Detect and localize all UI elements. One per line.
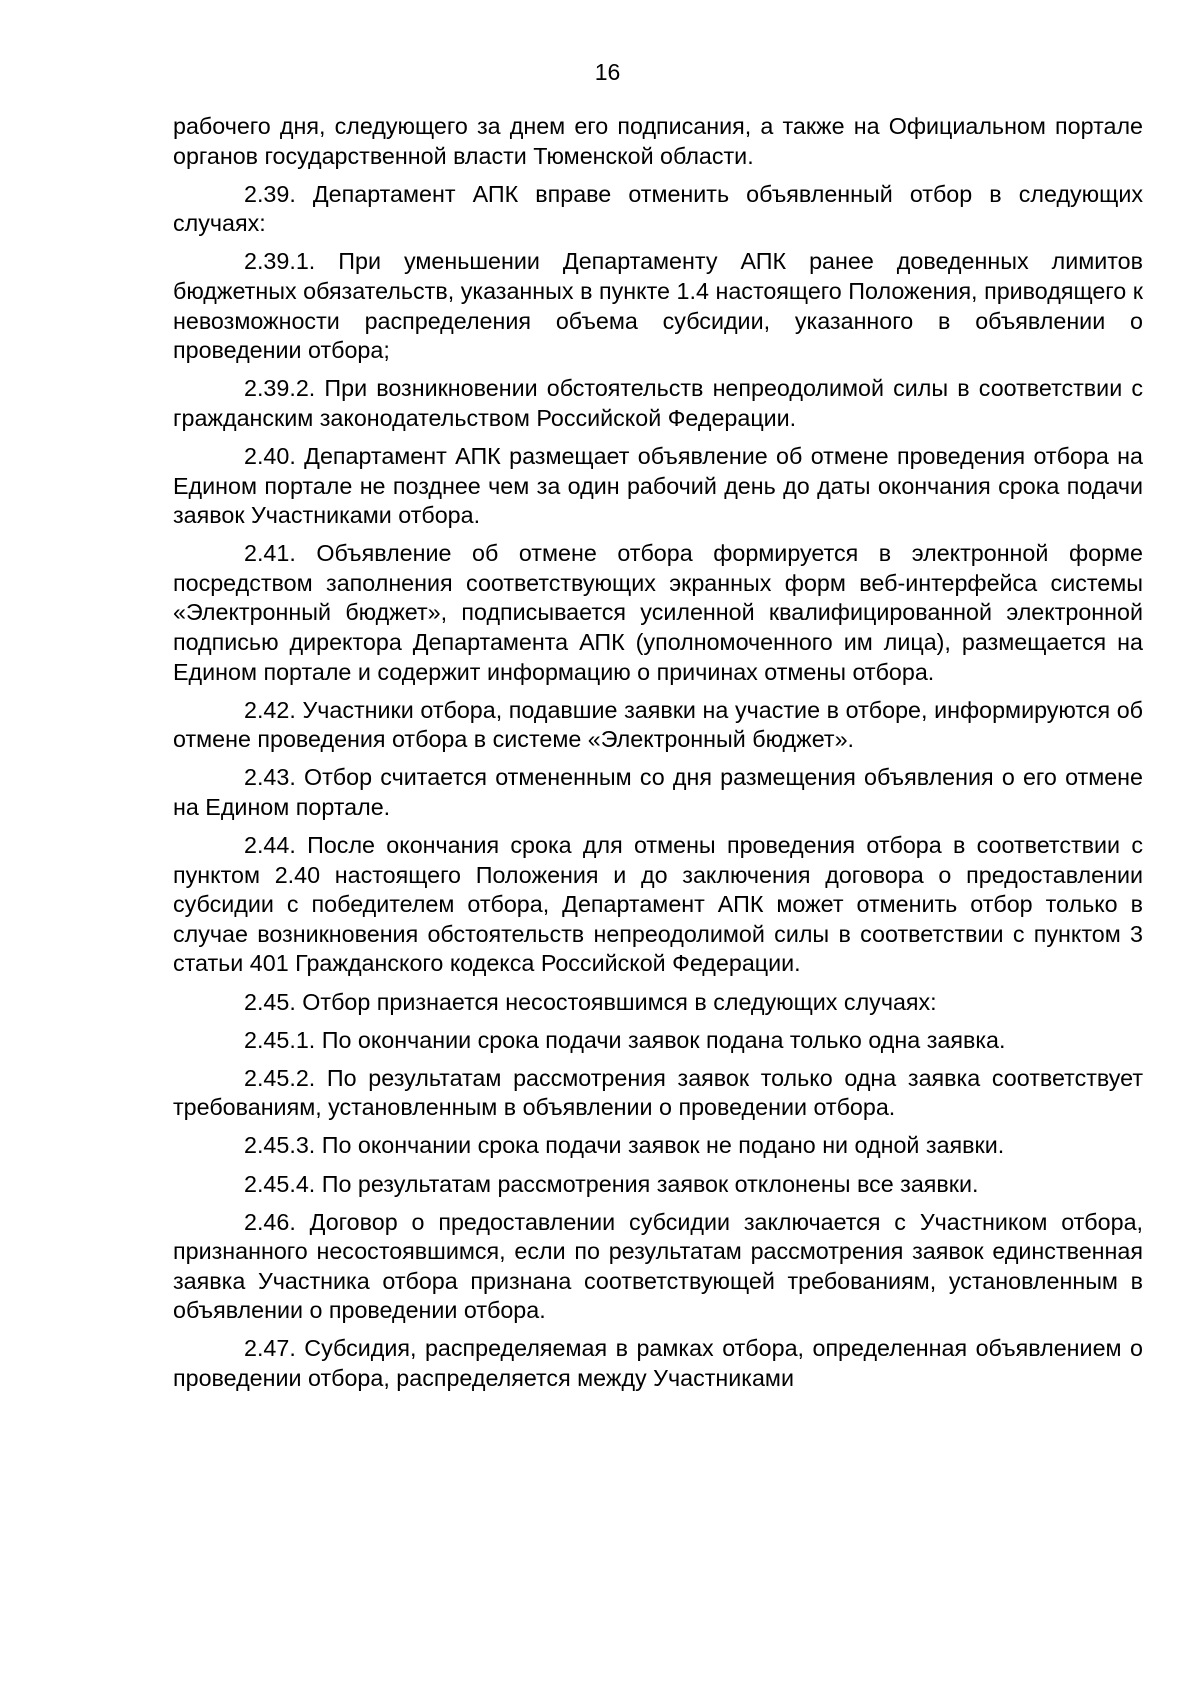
document-body bbox=[173, 112, 1143, 1394]
paragraph-2-46: 2.46. Договор о предоставлении субсидии заключается с Участником отбора, признанного несостоявшимся, если по результатам рассмотрения заявок единственная заявка Участника отбора признана соответствующей требованиям, установленным в объявлении о проведении отбора. bbox=[173, 1208, 1143, 1324]
paragraph-2-40: 2.40. Департамент АПК размещает объявление об отмене проведения отбора на Едином портале не позднее чем за один рабочий день до даты окончания срока подачи заявок Участниками отбора. bbox=[173, 442, 1143, 529]
page-number: 16 bbox=[594, 59, 621, 85]
paragraph-2-45: 2.45. Отбор признается несостоявшимся в следующих случаях: bbox=[244, 988, 937, 1015]
paragraph-2-41: 2.41. Объявление об отмене отбора формируется в электронной форме посредством заполнения соответствующих экранных форм веб-интерфейса системы «Электронный бюджет», подписывается усиленной квалифицированной электронной подписью директора Департамента АПК (уполномоченного им лица), размещается на Едином портале и содержит информацию о причинах отмены отбора. bbox=[173, 540, 1143, 685]
paragraph-2-39: 2.39. Департамент АПК вправе отменить объявленный отбор в следующих случаях: bbox=[173, 180, 1143, 237]
paragraph: рабочего дня, следующего за днем его подписания, а также на Официальном портале органов государственной власти Тюменской области. bbox=[173, 113, 1143, 169]
paragraph-2-47: 2.47. Субсидия, распределяемая в рамках отбора, определенная объявлением о проведении отбора, распределяется между Участниками bbox=[173, 1335, 1143, 1392]
paragraph-2-43: 2.43. Отбор считается отмененным со дня размещения объявления о его отмене на Едином портале. bbox=[173, 764, 1143, 820]
paragraph-2-45-3: 2.45.3. По окончании срока подачи заявок не подано ни одной заявки. bbox=[244, 1132, 1005, 1159]
paragraph-2-45-1: 2.45.1. По окончании срока подачи заявок подана только одна заявка. bbox=[244, 1026, 1006, 1053]
paragraph-2-42: 2.42. Участники отбора, подавшие заявки на участие в отборе, информируются об отмене проведения отбора в системе «Электронный бюджет». bbox=[173, 696, 1143, 753]
paragraph-2-39-2: 2.39.2. При возникновении обстоятельств непреодолимой силы в соответствии с гражданским законодательством Российской Федерации. bbox=[173, 375, 1143, 431]
paragraph-2-45-2: 2.45.2. По результатам рассмотрения заявок только одна заявка соответствует требованиям, установленным в объявлении о проведении отбора. bbox=[173, 1064, 1143, 1121]
paragraph-2-39-1: 2.39.1. При уменьшении Департаменту АПК ранее доведенных лимитов бюджетных обязательств, указанных в пункте 1.4 настоящего Положения, приводящего к невозможности распределения объема субсидии, указанного в объявлении о проведении отбора; bbox=[173, 248, 1143, 364]
paragraph-2-44: 2.44. После окончания срока для отмены проведения отбора в соответствии с пунктом 2.40 настоящего Положения и до заключения договора о предоставлении субсидии с победителем отбора, Департамент АПК может отменить отбор только в случае возникновения обстоятельств непреодолимой силы в соответствии с пунктом 3 статьи 401 Гражданского кодекса Российской Федерации. bbox=[173, 832, 1143, 977]
paragraph-2-45-4: 2.45.4. По результатам рассмотрения заявок отклонены все заявки. bbox=[244, 1170, 979, 1197]
